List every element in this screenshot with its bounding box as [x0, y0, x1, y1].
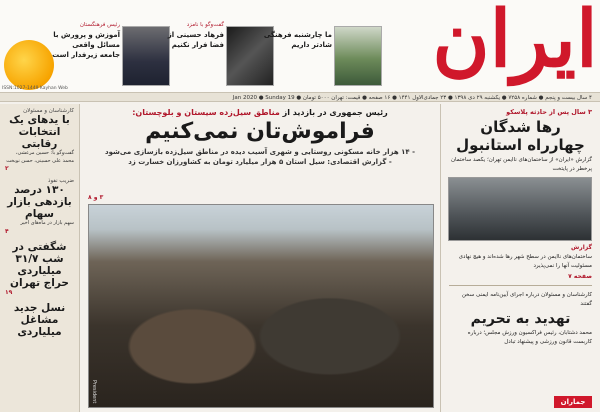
- left-headline: با یدهای یک انتخابات رقابتی: [9, 114, 70, 150]
- story-photo: [448, 177, 592, 241]
- sun-emblem-icon: [4, 40, 54, 90]
- story-body: گزارش «ایران» از ساختمان‌های ناایمن تهران؛ یکصد ساختمان پرخطر در پایتخت: [451, 157, 592, 172]
- left-body: گفت‌وگو با: حسین مرعشی، محمد علی حسینی، حسن نوبخت: [6, 150, 74, 164]
- photo-credit: President: [91, 379, 97, 403]
- teaser-3[interactable]: [263, 26, 382, 88]
- main-bullet: - ۱۴ هزار خانه مسکونی روستایی و شهری آسیب دیده در مناطق سیل‌زده بازسازی می‌شود: [104, 148, 416, 156]
- dateline: ۴ سال بیست و پنجم ● شماره ۷۲۵۸ ● یکشنبه ۲۹ دی ۱۳۹۸ ● ۲۳ جمادی‌الاول ۱۴۴۱ ● ۱۶ صفحه ● قیمت: تهران ۵۰۰۰ تومان ● 19 Jan 2020 ● Sunday: [0, 92, 600, 102]
- issn: ISSN:1027-1449 Kayhan Web: [2, 86, 68, 91]
- main-photo: [88, 204, 434, 408]
- teaser-photo: [334, 26, 382, 86]
- story-body: کارشناسان و مسئولان درباره اجرای آیین‌نامه ایمنی سخن گفتند: [461, 292, 592, 307]
- page-ref: ۱۹: [5, 288, 13, 296]
- left-headline: ۱۳۰ درصد بازدهی بازار سهام: [7, 184, 72, 220]
- left-headline: شگفتی در شب ۳۱/۷ میلیاردی حراج تهران: [10, 240, 69, 289]
- left-story[interactable]: [5, 178, 74, 235]
- story-headline[interactable]: تهدید به تحریم: [470, 311, 571, 327]
- story-tag: گزارش: [570, 244, 592, 251]
- teaser-kicker: گفت‌وگو با نامزد: [186, 22, 224, 28]
- newspaper-logo[interactable]: ایران: [432, 0, 598, 85]
- main-bullet: - گزارش اقتصادی: سیل استان ۵ هزار میلیارد تومان به کشاورزان خسارت زد: [128, 158, 392, 166]
- page-ref: ۲: [5, 165, 9, 172]
- page-ref: صفحه ۷: [568, 273, 592, 280]
- right-column: [440, 104, 600, 412]
- left-column: [0, 104, 80, 412]
- left-story[interactable]: [5, 108, 74, 172]
- story-headline[interactable]: رها شدگان چهارراه استانبول: [456, 118, 585, 154]
- story-body: محمد دشتابان، رئیس فراکسیون ورزش مجلس؛ درباره کاربست قانون ورزشی و پیشنهاد تبادل: [467, 330, 592, 345]
- main-story: [80, 104, 440, 412]
- teaser-2[interactable]: [167, 22, 274, 88]
- main-kicker: [88, 108, 432, 117]
- story-kicker: ۳ سال پس از حادثه پلاسکو: [506, 108, 592, 116]
- main-kicker-prefix: رئیس جمهوری در بازدید از: [282, 108, 388, 117]
- divider: [449, 285, 592, 286]
- page-ref: ۳ و ۸: [88, 194, 104, 201]
- left-story[interactable]: [5, 302, 74, 338]
- left-story[interactable]: [5, 241, 74, 296]
- left-body: سهم بازار در ماه‌های اخیر: [20, 220, 74, 226]
- main-headline[interactable]: فراموش‌تان نمی‌کنیم: [145, 119, 375, 144]
- teaser-text: آموزش و پرورش با مسائل واقعی جامعه زیرفدار است: [52, 31, 120, 59]
- left-kicker: ضریب نفوذ: [48, 178, 74, 184]
- teaser-kicker: رئیس فرهنگستان: [79, 22, 120, 28]
- main-kicker-highlight: مناطق سیل‌زده سیستان و بلوچستان:: [132, 108, 280, 117]
- story-body: ساختمان‌های ناایمن در سطح شهر رها شده‌اند و هیچ نهادی مسئولیت آنها را نمی‌پذیرد: [458, 254, 592, 269]
- teaser-text: فرهاد حسینی از فضا فرار نکنیم: [167, 31, 224, 49]
- teaser-text: ما چارشنبه فرهنگی شادتر داریم: [263, 31, 332, 49]
- left-kicker: کارشناسان و مسئولان: [23, 108, 74, 114]
- page-ref: ۴: [5, 227, 9, 235]
- masthead: [0, 0, 600, 92]
- watermark-logo: جماران: [554, 396, 592, 408]
- left-headline: نسل جدید مشاغل میلیاردی: [13, 301, 66, 338]
